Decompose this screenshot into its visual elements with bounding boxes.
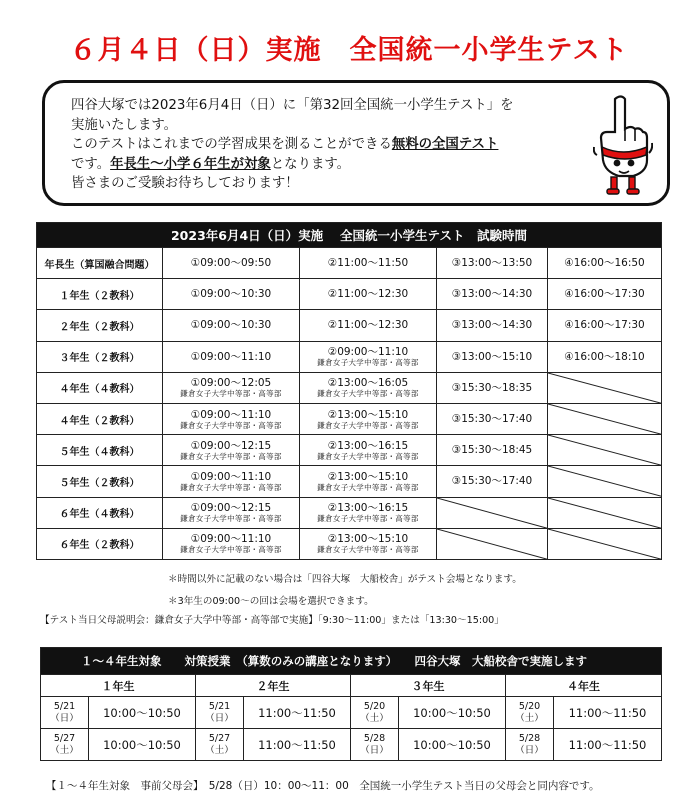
session-time-cell — [163, 341, 300, 372]
foam-finger-mascot-icon — [593, 93, 653, 197]
session-time: ①09:00～12:05 — [190, 377, 272, 390]
schedule-row — [37, 372, 662, 403]
parent-briefing-note: 【テスト当日父母説明会：鎌倉女子大学中等部・高等部で実施】「9:30～11:00」または「13:30～15:00」 — [40, 615, 504, 626]
grade-header: ３年生 — [351, 675, 506, 697]
grade-label: ５年生（２教科） — [37, 466, 163, 497]
page-title: ６月４日（日）実施 全国統一小学生テスト — [69, 35, 629, 66]
session-time-cell — [163, 310, 300, 341]
intro-text-span: このテストはこれまでの学習成果を測ることができる — [71, 137, 392, 152]
session-time: ②11:00～12:30 — [327, 288, 409, 301]
not-applicable-cell — [548, 372, 662, 403]
session-time-cell — [163, 435, 300, 466]
session-time-cell — [437, 403, 548, 434]
session-time: ②13:00～15:10 — [327, 470, 409, 483]
pre-parent-meeting-note: 【１～４年生対象 事前父母会】 5/28（日）10：00～11：00 全国統一小学生テスト当日の父母会と同内容です。 — [46, 780, 600, 792]
schedule-row — [37, 497, 662, 528]
venue-label: 鎌倉女子大学中等部・高等部 — [180, 389, 282, 399]
schedule-row — [37, 248, 662, 279]
session-time-cell — [548, 248, 662, 279]
class-date-day: 5/20 — [518, 700, 541, 712]
intro-line-5: 皆さまのご受験お待ちしております！ — [71, 176, 299, 191]
not-applicable-cell — [548, 497, 662, 528]
class-date-weekday: （土） — [205, 744, 234, 756]
intro-line-4 — [71, 155, 591, 175]
grade-label: ２年生（２教科） — [37, 310, 163, 341]
session-time-cell — [300, 372, 437, 403]
session-time: ③15:30～17:40 — [451, 413, 533, 426]
not-applicable-cell — [437, 497, 548, 528]
intro-text — [71, 96, 591, 194]
prep-class-row — [41, 729, 662, 761]
session-time-cell — [163, 403, 300, 434]
session-time: ①09:00～11:10 — [190, 408, 272, 421]
session-time-cell — [300, 435, 437, 466]
schedule-row — [37, 310, 662, 341]
venue-label: 鎌倉女子大学中等部・高等部 — [180, 514, 282, 524]
session-time: ④16:00～17:30 — [564, 319, 645, 332]
class-time: 10:00～10:50 — [399, 729, 506, 761]
class-date-weekday: （日） — [205, 712, 234, 724]
class-time: 11:00～11:50 — [554, 729, 662, 761]
intro-line-1: 四谷大塚では2023年6月4日（日）に「第32回全国統一小学生テスト」を — [71, 98, 514, 113]
session-time: ①09:00～10:30 — [190, 319, 272, 332]
class-date — [196, 697, 244, 729]
session-time-cell — [548, 310, 662, 341]
session-time-cell — [437, 372, 548, 403]
session-time: ③15:30～18:45 — [451, 444, 533, 457]
session-time: ③13:00～15:10 — [451, 350, 533, 363]
venue-label: 鎌倉女子大学中等部・高等部 — [317, 451, 419, 461]
intro-text-span: となります。 — [270, 156, 351, 172]
session-time: ②13:00～15:10 — [327, 408, 409, 421]
venue-note: ＊時間以外に記載のない場合は「四谷大塚 大船校舎」がテスト会場となります。 — [168, 574, 522, 585]
venue-label: 鎌倉女子大学中等部・高等部 — [317, 514, 419, 524]
session-time-cell — [300, 341, 437, 372]
class-time: 11:00～11:50 — [244, 729, 351, 761]
intro-line-3 — [71, 135, 591, 155]
session-time: ③13:00～13:50 — [451, 257, 533, 270]
class-date — [351, 697, 399, 729]
free-test-emphasis: 無料の全国テスト — [391, 137, 499, 152]
grade-header: ２年生 — [196, 675, 351, 697]
class-date-weekday: （日） — [50, 712, 79, 724]
class-time: 11:00～11:50 — [554, 697, 662, 729]
grade-label: ４年生（２教科） — [37, 403, 163, 434]
session-time: ③13:00～14:30 — [451, 288, 533, 301]
class-date-day: 5/20 — [363, 700, 386, 712]
class-date-weekday: （日） — [360, 744, 389, 756]
session-time-cell — [437, 248, 548, 279]
venue-label: 鎌倉女子大学中等部・高等部 — [180, 451, 282, 461]
grade-label: ５年生（４教科） — [37, 435, 163, 466]
class-date-day: 5/21 — [208, 700, 231, 712]
exam-schedule-header: 2023年6月4日（日）実施 全国統一小学生テスト 試験時間 — [37, 223, 662, 248]
venue-label: 鎌倉女子大学中等部・高等部 — [317, 389, 419, 399]
not-applicable-cell — [548, 403, 662, 434]
class-date — [41, 729, 89, 761]
class-date — [196, 729, 244, 761]
prep-class-row — [41, 697, 662, 729]
session-time: ②13:00～15:10 — [327, 533, 409, 546]
session-time: ①09:00～12:15 — [190, 439, 272, 452]
session-time: ②11:00～11:50 — [327, 257, 409, 270]
prep-class-table — [40, 647, 662, 761]
class-date — [41, 697, 89, 729]
diagonal-slash-icon — [437, 498, 547, 528]
grade-label: ４年生（４教科） — [37, 372, 163, 403]
session-time-cell — [163, 279, 300, 310]
class-date-weekday: （土） — [360, 712, 389, 724]
session-time: ①09:00～12:15 — [190, 502, 272, 515]
session-time-cell — [437, 310, 548, 341]
class-date — [506, 729, 554, 761]
diagonal-slash-icon — [548, 466, 661, 496]
session-time-cell — [437, 341, 548, 372]
class-date-day: 5/27 — [208, 732, 231, 744]
session-time-cell — [300, 403, 437, 434]
session-time-cell — [300, 497, 437, 528]
grade-label: ６年生（２教科） — [37, 528, 163, 559]
class-time: 11:00～11:50 — [244, 697, 351, 729]
grade-label: １年生（２教科） — [37, 279, 163, 310]
session-time-cell — [300, 310, 437, 341]
session-time-cell — [163, 528, 300, 559]
class-date-day: 5/28 — [363, 732, 386, 744]
class-date-day: 5/28 — [518, 732, 541, 744]
session-time: ①09:00～11:10 — [190, 533, 272, 546]
grade-label: ３年生（２教科） — [37, 341, 163, 372]
intro-box — [42, 80, 670, 206]
schedule-row — [37, 279, 662, 310]
session-time: ①09:00～11:10 — [190, 470, 272, 483]
class-time: 10:00～10:50 — [89, 729, 196, 761]
venue-label: 鎌倉女子大学中等部・高等部 — [317, 358, 419, 368]
venue-label: 鎌倉女子大学中等部・高等部 — [317, 420, 419, 430]
session-time-cell — [548, 279, 662, 310]
session-time: ②13:00～16:15 — [327, 439, 409, 452]
grade3-venue-note: ＊3年生の09:00～の回は会場を選択できます。 — [168, 596, 374, 607]
grade-label: ６年生（４教科） — [37, 497, 163, 528]
session-time-cell — [437, 279, 548, 310]
class-date-weekday: （土） — [515, 712, 544, 724]
session-time: ③15:30～17:40 — [451, 475, 533, 488]
session-time: ①09:00～09:50 — [190, 257, 272, 270]
class-date — [506, 697, 554, 729]
session-time: ③15:30～18:35 — [451, 381, 533, 394]
session-time: ①09:00～10:30 — [190, 288, 272, 301]
session-time: ④16:00～18:10 — [564, 350, 645, 363]
session-time-cell — [300, 248, 437, 279]
not-applicable-cell — [437, 528, 548, 559]
session-time-cell — [163, 372, 300, 403]
diagonal-slash-icon — [437, 529, 547, 559]
session-time-cell — [300, 466, 437, 497]
not-applicable-cell — [548, 528, 662, 559]
intro-line-2: 実施いたします。 — [71, 117, 178, 133]
schedule-row — [37, 341, 662, 372]
class-date — [351, 729, 399, 761]
session-time-cell — [163, 497, 300, 528]
session-time-cell — [163, 248, 300, 279]
session-time: ②13:00～16:15 — [327, 502, 409, 515]
venue-label: 鎌倉女子大学中等部・高等部 — [180, 545, 282, 555]
venue-label: 鎌倉女子大学中等部・高等部 — [180, 482, 282, 492]
schedule-row — [37, 466, 662, 497]
intro-text-span: です。 — [71, 156, 111, 172]
not-applicable-cell — [548, 435, 662, 466]
session-time-cell — [163, 466, 300, 497]
class-date-day: 5/27 — [53, 732, 76, 744]
diagonal-slash-icon — [548, 373, 661, 403]
diagonal-slash-icon — [548, 435, 661, 465]
class-date-weekday: （土） — [50, 744, 79, 756]
class-time: 10:00～10:50 — [399, 697, 506, 729]
venue-label: 鎌倉女子大学中等部・高等部 — [317, 545, 419, 555]
session-time-cell — [548, 341, 662, 372]
grade-header: １年生 — [41, 675, 196, 697]
class-time: 10:00～10:50 — [89, 697, 196, 729]
not-applicable-cell — [548, 466, 662, 497]
grade-header-row — [41, 675, 662, 697]
session-time-cell — [300, 528, 437, 559]
session-time: ②13:00～16:05 — [327, 377, 409, 390]
session-time: ③13:00～14:30 — [451, 319, 533, 332]
venue-label: 鎌倉女子大学中等部・高等部 — [317, 482, 419, 492]
schedule-row — [37, 435, 662, 466]
grade-label: 年長生（算国融合問題） — [37, 248, 163, 279]
diagonal-slash-icon — [548, 529, 661, 559]
session-time: ②11:00～12:30 — [327, 319, 409, 332]
session-time: ④16:00～17:30 — [564, 288, 645, 301]
class-date-weekday: （日） — [515, 744, 544, 756]
class-date-day: 5/21 — [53, 700, 76, 712]
session-time-cell — [437, 435, 548, 466]
session-time: ①09:00～11:10 — [190, 350, 272, 363]
venue-label: 鎌倉女子大学中等部・高等部 — [180, 420, 282, 430]
schedule-row — [37, 403, 662, 434]
prep-class-header: １～４年生対象 対策授業 （算数のみの講座となります） 四谷大塚 大船校舎で実施します — [41, 648, 662, 675]
session-time: ②09:00～11:10 — [327, 346, 409, 359]
session-time-cell — [300, 279, 437, 310]
session-time-cell — [437, 466, 548, 497]
target-grades-emphasis: 年長生～小学６年生が対象 — [110, 156, 271, 172]
grade-header: ４年生 — [506, 675, 662, 697]
schedule-row — [37, 528, 662, 559]
exam-schedule-table — [36, 222, 662, 560]
diagonal-slash-icon — [548, 498, 661, 528]
diagonal-slash-icon — [548, 404, 661, 434]
session-time: ④16:00～16:50 — [564, 257, 645, 270]
